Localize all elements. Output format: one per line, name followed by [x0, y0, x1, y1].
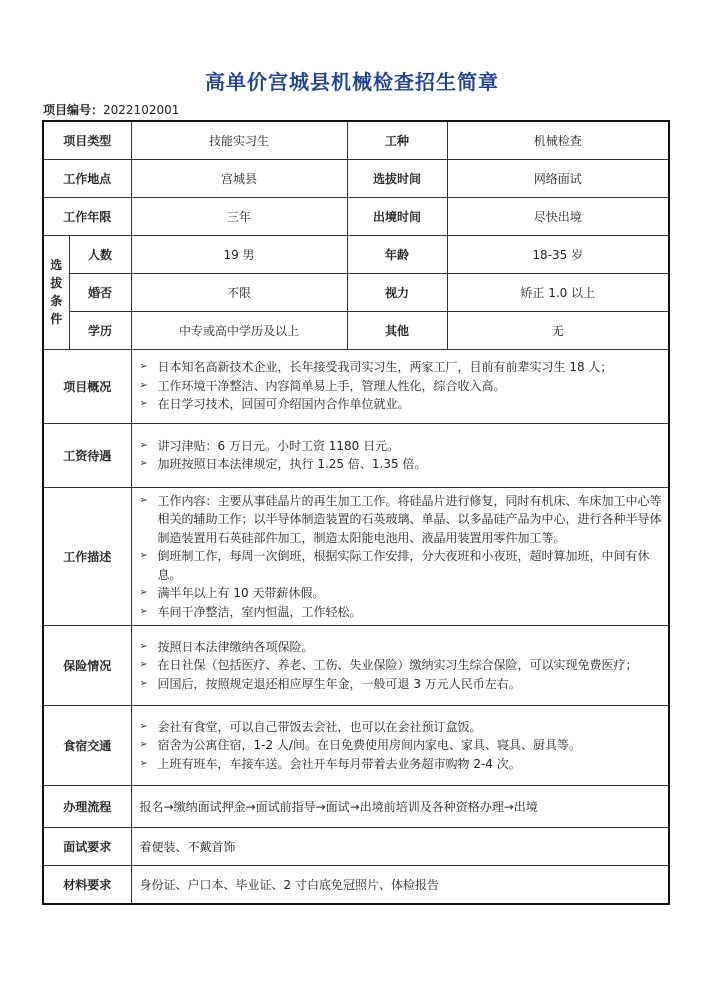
field-value: 不限	[131, 273, 347, 311]
arrow-bullet-icon: ➢	[139, 677, 148, 689]
list-item-text: 加班按照日本法律规定，执行 1.25 倍、1.35 倍。	[157, 457, 427, 471]
arrow-bullet-icon: ➢	[139, 757, 148, 769]
table-row	[43, 866, 669, 904]
list-item	[138, 492, 663, 548]
list-item	[138, 656, 663, 675]
field-value: 技能实习生	[131, 121, 347, 159]
arrow-bullet-icon: ➢	[139, 439, 148, 451]
list-item-text: 宿舍为公寓住宿，1-2 人/间。在日免费使用房间内家电、家具、寝具、厨具等。	[157, 738, 581, 753]
selection-label-char: 条	[50, 294, 63, 308]
bullet-list	[138, 718, 663, 774]
field-label: 视力	[347, 273, 447, 311]
list-item	[138, 638, 663, 657]
field-label: 年龄	[347, 235, 447, 273]
field-value: 宫城县	[131, 159, 347, 197]
field-label: 工种	[347, 121, 447, 159]
field-value: 三年	[131, 197, 347, 235]
field-value: 无	[447, 311, 669, 349]
list-item	[138, 358, 663, 377]
arrow-bullet-icon: ➢	[139, 739, 148, 751]
section-row	[43, 349, 669, 423]
list-item-text: 上班有班车，车接车送。会社开车每月带着去业务超市购物 2-4 次。	[157, 756, 521, 771]
section-row	[43, 706, 669, 786]
arrow-bullet-icon: ➢	[139, 659, 148, 671]
project-number-label: 项目编号：	[43, 103, 104, 117]
list-item-text: 按照日本法律缴纳各项保险。	[157, 639, 314, 654]
list-item-text: 倒班制工作，每周一次倒班，根据实际工作安排，分大夜班和小夜班，超时算加班，中间有休息。	[157, 549, 650, 582]
arrow-bullet-icon: ➢	[139, 398, 148, 410]
list-item	[138, 377, 663, 396]
field-label: 学历	[69, 311, 131, 349]
list-item-text: 工作内容：主要从事硅晶片的再生加工工作。将硅晶片进行修复，同时有机床、车床加工中心等相关的辅助工作；以半导体制造装置的石英玻璃、单晶、以多晶硅产品为中心，进行各种半导体制造装置用石英硅部件加工，制造太阳能电池用、液晶用装置用零件加工等。	[157, 493, 662, 545]
list-item-text: 工作环境干净整洁、内容简单易上手，管理人性化，综合收入高。	[157, 378, 506, 393]
list-item-text: 在日学习技术，回国可介绍国内合作单位就业。	[157, 397, 410, 412]
field-label: 办理流程	[43, 786, 131, 828]
arrow-bullet-icon: ➢	[139, 720, 148, 732]
page-title: 高单价宫城县机械检查招生简章	[205, 70, 499, 94]
section-content	[131, 626, 669, 706]
arrow-bullet-icon: ➢	[139, 640, 148, 652]
project-number-value: 2022102001	[103, 103, 180, 117]
list-item	[138, 736, 663, 755]
list-item-text: 满半年以上有 10 天带薪休假。	[157, 586, 325, 600]
list-item	[138, 455, 663, 474]
section-row	[43, 487, 669, 626]
table-row	[43, 121, 669, 159]
list-item-text: 日本知名高新技术企业，长年接受我司实习生，两家工厂，目前有前辈实习生 18 人；	[157, 360, 613, 375]
recruitment-table	[42, 120, 670, 905]
list-item-text: 车间干净整洁，室内恒温，工作轻松。	[157, 604, 362, 619]
field-value: 机械检查	[447, 121, 669, 159]
field-value: 中专或高中学历及以上	[131, 311, 347, 349]
section-label: 工资待遇	[43, 423, 131, 487]
field-label: 工作年限	[43, 197, 131, 235]
arrow-bullet-icon: ➢	[139, 361, 148, 373]
table-row	[43, 828, 669, 866]
table-row	[43, 273, 669, 311]
arrow-bullet-icon: ➢	[139, 494, 148, 506]
section-row	[43, 626, 669, 706]
section-row	[43, 423, 669, 487]
arrow-bullet-icon: ➢	[139, 379, 148, 391]
selection-criteria-label	[43, 235, 69, 349]
field-value: 尽快出境	[447, 197, 669, 235]
selection-label-char: 件	[50, 312, 63, 326]
list-item	[138, 718, 663, 737]
section-label: 食宿交通	[43, 706, 131, 786]
field-label: 其他	[347, 311, 447, 349]
section-label: 项目概况	[43, 349, 131, 423]
arrow-bullet-icon: ➢	[139, 605, 148, 617]
list-item	[138, 675, 663, 694]
list-item	[138, 437, 663, 456]
field-label: 出境时间	[347, 197, 447, 235]
list-item	[138, 603, 663, 622]
field-value: 身份证、户口本、毕业证、2 寸白底免冠照片、体检报告	[131, 866, 669, 904]
section-label: 工作描述	[43, 487, 131, 626]
table-row	[43, 235, 669, 273]
section-content	[131, 706, 669, 786]
table-row	[43, 159, 669, 197]
bullet-list	[138, 492, 663, 622]
field-value: 网络面试	[447, 159, 669, 197]
field-value: 着便装、不戴首饰	[131, 828, 669, 866]
field-label: 面试要求	[43, 828, 131, 866]
field-label: 婚否	[69, 273, 131, 311]
list-item-text: 会社有食堂，可以自己带饭去会社，也可以在会社预订盒饭。	[157, 719, 482, 734]
field-value: 报名→缴纳面试押金→面试前指导→面试→出境前培训及各种资格办理→出境	[131, 786, 669, 828]
field-label: 项目类型	[43, 121, 131, 159]
list-item-text: 回国后，按照规定退还相应厚生年金，一般可退 3 万元人民币左右。	[157, 676, 521, 691]
section-content	[131, 349, 669, 423]
list-item	[138, 395, 663, 414]
list-item-text: 在日社保（包括医疗、养老、工伤、失业保险）缴纳实习生综合保险，可以实现免费医疗；	[157, 658, 638, 673]
table-row	[43, 786, 669, 828]
arrow-bullet-icon: ➢	[139, 550, 148, 561]
section-content	[131, 487, 669, 626]
list-item-text: 讲习津贴：6 万日元。小时工资 1180 日元。	[157, 438, 400, 453]
bullet-list	[138, 437, 663, 474]
table-row	[43, 197, 669, 235]
selection-label-char: 选	[50, 258, 63, 272]
arrow-bullet-icon: ➢	[139, 458, 148, 469]
field-label: 材料要求	[43, 866, 131, 904]
section-content	[131, 423, 669, 487]
selection-label-char: 拔	[50, 276, 63, 290]
field-label: 人数	[69, 235, 131, 273]
list-item	[138, 584, 663, 603]
table-row	[43, 311, 669, 349]
field-label: 工作地点	[43, 159, 131, 197]
section-label: 保险情况	[43, 626, 131, 706]
field-label: 选拔时间	[347, 159, 447, 197]
field-value: 18-35 岁	[447, 235, 669, 273]
list-item	[138, 755, 663, 774]
arrow-bullet-icon: ➢	[139, 587, 148, 598]
project-number	[43, 101, 179, 118]
field-value: 19 男	[131, 235, 347, 273]
field-value: 矫正 1.0 以上	[447, 273, 669, 311]
bullet-list	[138, 638, 663, 694]
list-item	[138, 547, 663, 584]
bullet-list	[138, 358, 663, 414]
